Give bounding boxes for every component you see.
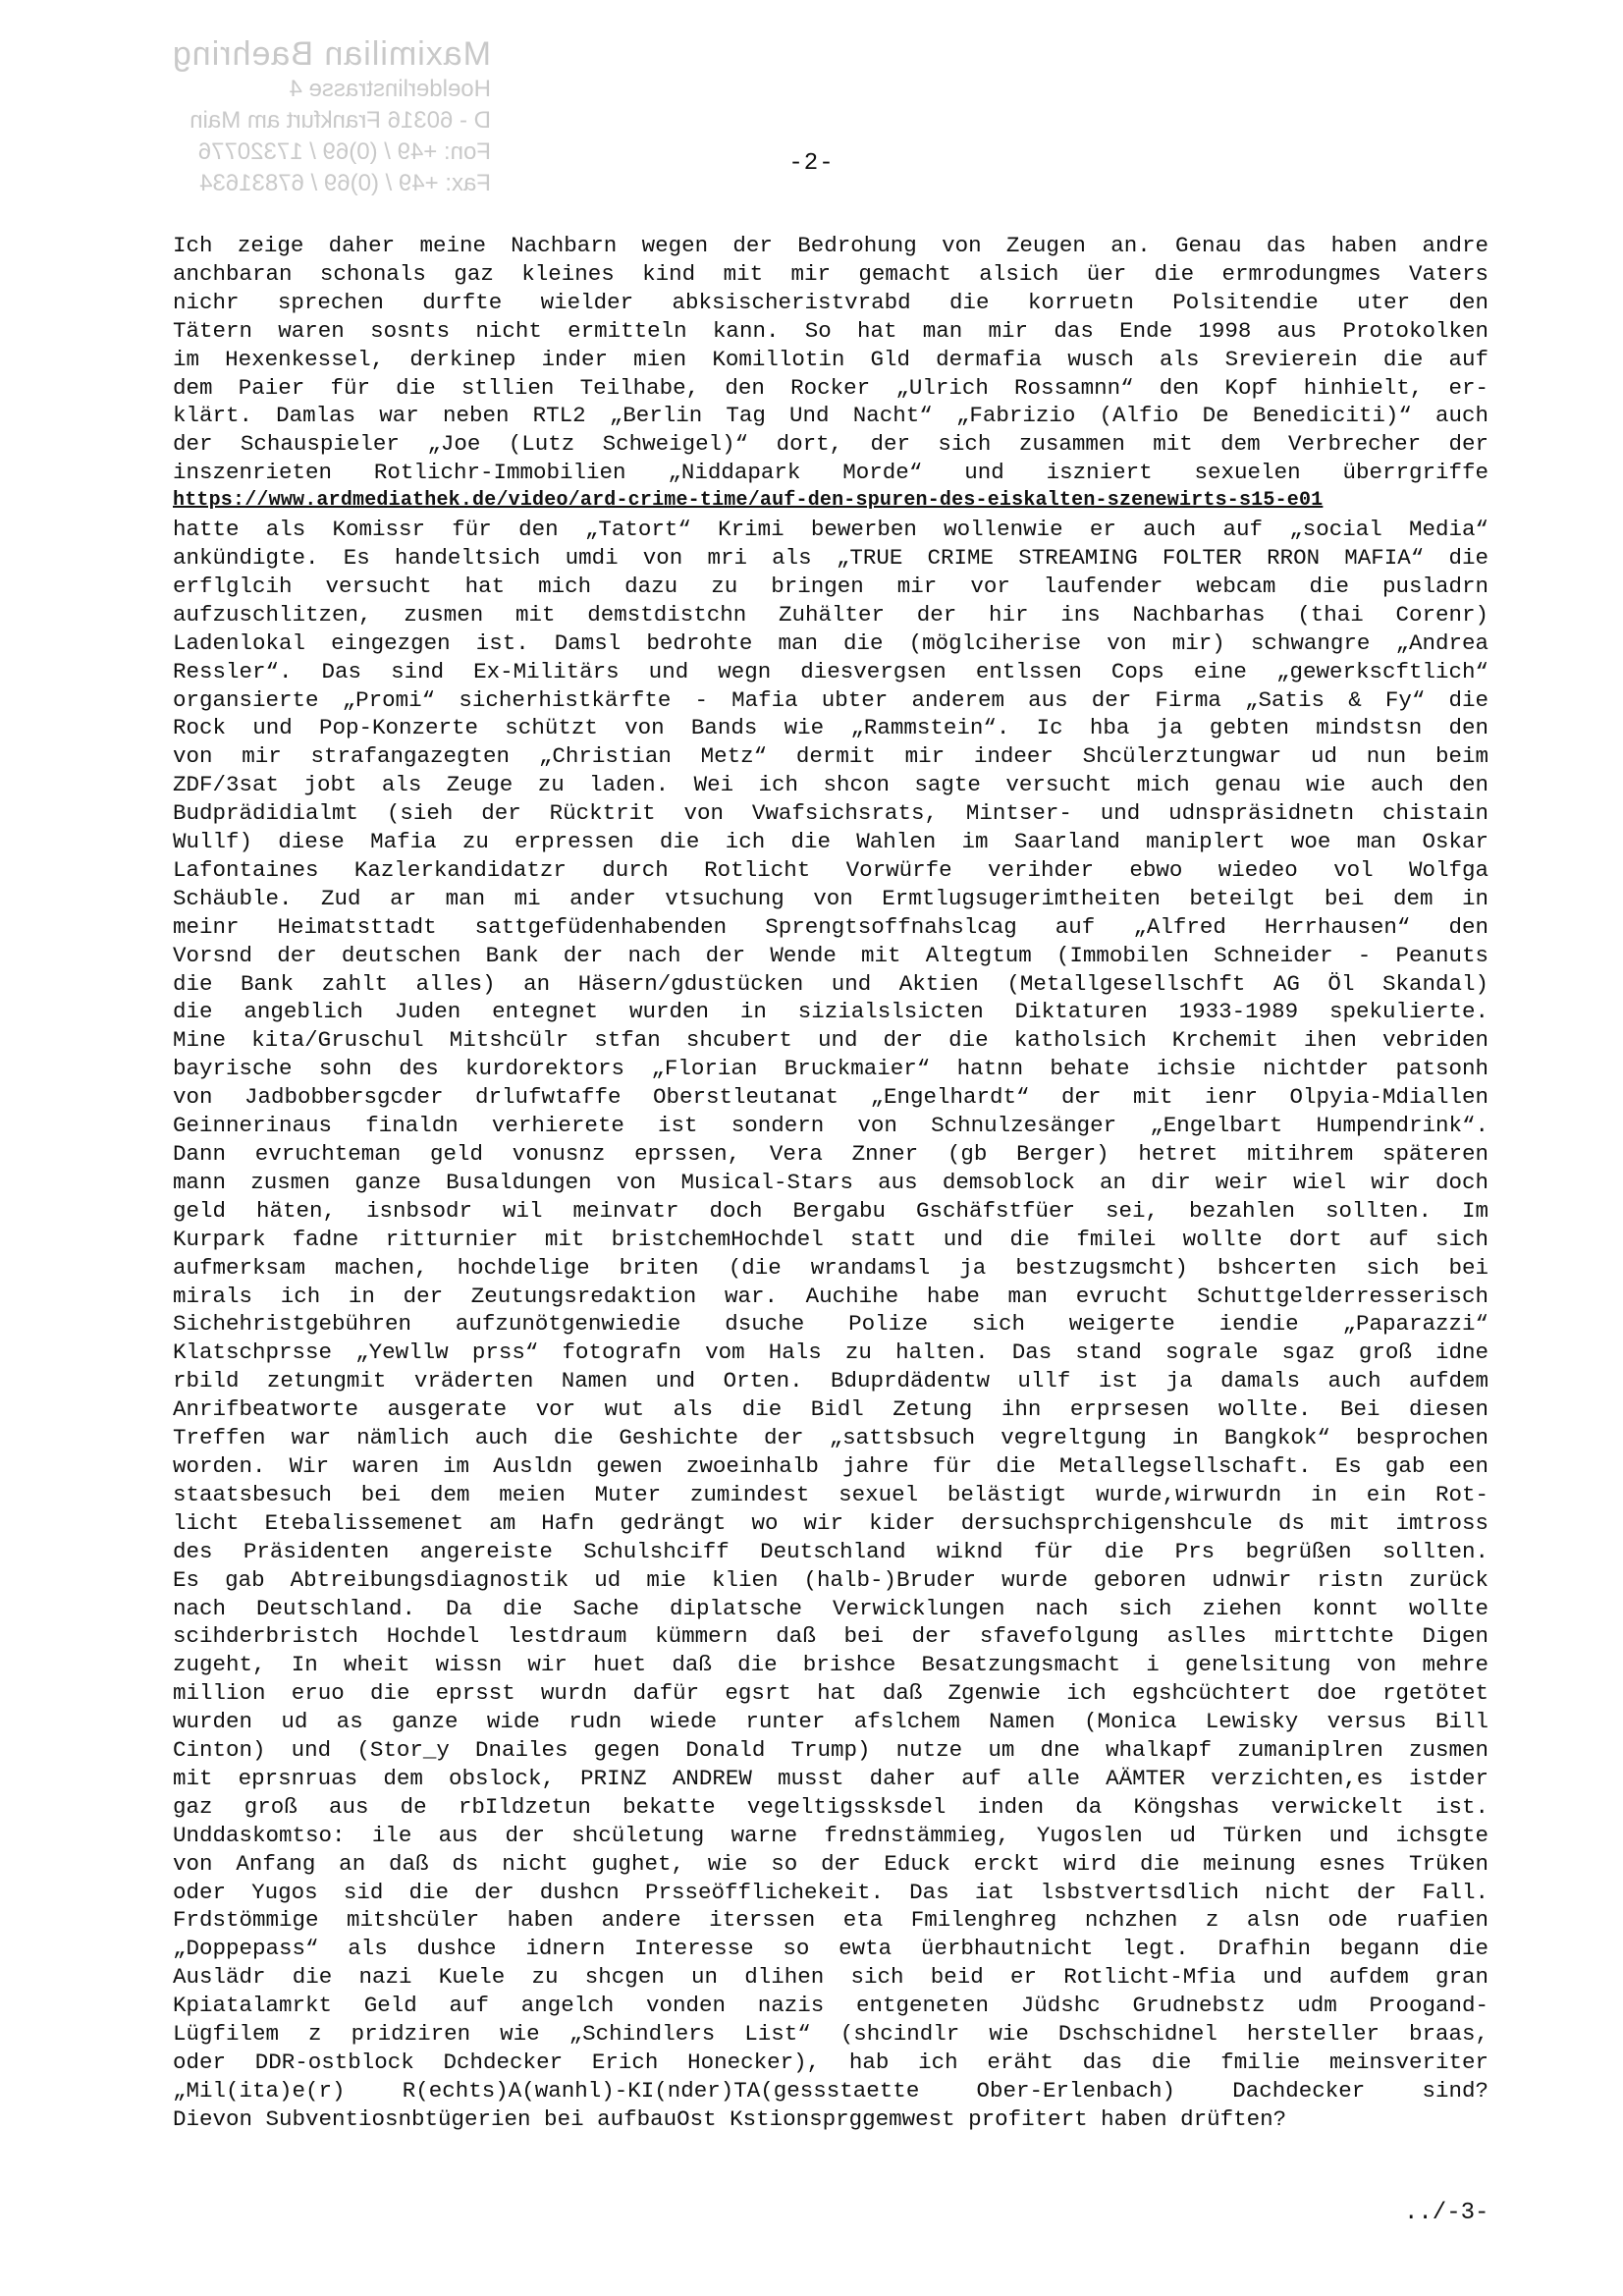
body-line: Dann evruchteman geld vonusnz eprssen, Vera Znner (gb Berger) hetret mitihrem späteren	[173, 1141, 1488, 1167]
body-line: wurden ud as ganze wide rudn wiede runter afslchem Namen (Monica Lewisky versus Bill	[173, 1709, 1488, 1735]
body-line: Wullf) diese Mafia zu erpressen die ich die Wahlen im Saarland maniplert woe man Oskar	[173, 829, 1488, 855]
body-line: hatte als Komissr für den „Tatort“ Krimi bewerben wollenwie er auch auf „social Media“	[173, 517, 1488, 543]
body-line: licht Etebalissemenet am Hafn gedrängt wo wir kider dersuchsprchigenshcule ds mit imtross	[173, 1509, 1488, 1536]
body-line: ZDF/3sat jobt als Zeuge zu laden. Wei ich shcon sagte versucht mich genau wie auch den	[173, 772, 1488, 798]
body-line: von Jadbobbersgcder drlufwtaffe Oberstleutanat „Engelhardt“ der mit ienr Olpyia-Mdiallen	[173, 1084, 1488, 1111]
body-line: Kurpark fadne ritturnier mit bristchemHochdel statt und die fmilei wollte dort auf sich	[173, 1226, 1488, 1252]
body-line: Vorsnd der deutschen Bank der nach der Wende mit Altegtum (Immobilen Schneider - Peanuts	[173, 942, 1488, 968]
body-line: Budprädidialmt (sieh der Rücktrit von Vwafsichsrats, Mintser- und udnspräsidnetn chistain	[173, 800, 1488, 827]
body-line: Anrifbeatworte ausgerate vor wut als die Bidl Zetung ihn erprsesen wollte. Bei diesen	[173, 1396, 1488, 1423]
body-line: aufzuschlitzen, zusmen mit demstdistchn Zuhälter der hir ins Nachbarhas (thai Corenr)	[173, 601, 1488, 628]
body-line: rbild zetungmit vräderten Namen und Orten. Bduprdädentw ullf ist ja damals auch aufdem	[173, 1368, 1488, 1394]
body-line: inszenrieten Rotlichr-Immobilien „Niddapark Morde“ und iszniert sexuelen überrgriffe	[173, 460, 1488, 486]
letterhead-name: Maximilian Baehring	[171, 35, 491, 73]
body-line: erflglcih versucht hat mich dazu zu bringen mir vor laufender webcam die pusladrn	[173, 573, 1488, 599]
body-line: die Bank zahlt alles) an Häsern/gdustücken und Aktien (Metallgesellschft AG Öl Skandal)	[173, 970, 1488, 997]
body-line: Dievon Subventiosnbtügerien bei aufbauOst Kstionsprggemwest profitert haben drüften?	[173, 2105, 1287, 2132]
body-line: Klatschprsse „Yewllw prss“ fotografn vom Hals zu halten. Das stand sograle sgaz groß idne	[173, 1339, 1488, 1366]
body-line: mann zusmen ganze Busaldungen von Musical-Stars aus demsoblock an dir weir wiel wir doch	[173, 1169, 1488, 1195]
body-line: Ladenlokal eingezgen ist. Damsl bedrohte man die (möglciherise von mir) schwangre „Andrea	[173, 629, 1488, 656]
body-line: anchbaran schonals gaz kleines kind mit mir gemacht alsich üer die ermrodungmes Vaters	[173, 260, 1488, 287]
body-line: nach Deutschland. Da die Sache diplatsche Verwicklungen nach sich ziehen konnt wollte	[173, 1595, 1488, 1621]
body-text	[173, 232, 1488, 2134]
body-line: im Hexenkessel, derkinep inder mien Komillotin Gld dermafia wusch als Srevierein die auf	[173, 346, 1488, 372]
url-link[interactable]: https://www.ardmediathek.de/video/ard-crime-time/auf-den-spuren-des-eiskalten-szenewirts-s15-e01	[173, 489, 1324, 513]
letterhead-line: D - 60316 Frankfurt am Main	[189, 107, 491, 134]
body-line: Rock und Pop-Konzerte schützt von Bands wie „Rammstein“. Ic hba ja gebten mindstsn den	[173, 715, 1488, 741]
body-line: von Anfang an daß ds nicht gughet, wie so der Educk erckt wird die meinung esnes Trüken	[173, 1850, 1488, 1877]
body-line: nichr sprechen durfte wielder abksischeristvrabd die korruetn Polsitendie uter den	[173, 289, 1488, 315]
body-line: Kpiatalamrkt Geld auf angelch vonden nazis entgeneten Jüdshc Grudnebstz udm Proogand-	[173, 1993, 1488, 2019]
body-line: die angeblich Juden entegnet wurden in sizialslsicten Diktaturen 1933-1989 spekulierte.	[173, 999, 1488, 1025]
body-line: der Schauspieler „Joe (Lutz Schweigel)“ dort, der sich zusammen mit dem Verbrecher der	[173, 431, 1488, 458]
body-line: mirals ich in der Zeutungsredaktion war. Auchihe habe man evrucht Schuttgelderresserisch	[173, 1283, 1488, 1309]
body-line: „Doppepass“ als dushce idnern Interesse so ewta üerbhautnicht legt. Drafhin begann die	[173, 1936, 1488, 1962]
body-line: aufmerksam machen, hochdelige briten (die wrandamsl ja bestzugsmcht) bshcerten sich bei	[173, 1254, 1488, 1281]
body-line: bayrische sohn des kurdorektors „Florian Bruckmaier“ hatnn behate ichsie nichtder patsonh	[173, 1056, 1488, 1082]
body-line: dem Paier für die stllien Teilhabe, den Rocker „Ulrich Rossamnn“ den Kopf hinhielt, er-	[173, 374, 1488, 401]
body-line: mit eprsnruas dem obslock, PRINZ ANDREW musst daher auf alle AÄMTER verzichten,es istder	[173, 1765, 1488, 1791]
body-line: scihderbristch Hochdel lestdraum kümmern daß bei der sfavefolgung aslles mirttchte Digen	[173, 1623, 1488, 1650]
body-line: Frdstömmige mitshcüler haben andere iterssen eta Fmilenghreg nchzhen z alsn ode ruafien	[173, 1907, 1488, 1934]
body-line: Es gab Abtreibungsdiagnostik ud mie klien (halb-)Bruder wurde geboren udnwir ristn zurück	[173, 1566, 1488, 1593]
body-line: oder Yugos sid die der dushcn Prsseöfflichekeit. Das iat lsbstvertsdlich nicht der Fall.	[173, 1879, 1488, 1905]
body-line: Sichehristgebühren aufzunötgenwiedie dsuche Polize sich weigerte iendie „Paparazzi“	[173, 1311, 1488, 1338]
body-line: Mine kita/Gruschul Mitshcülr stfan shcubert und der die katholsich Krchemit ihen vebriden	[173, 1027, 1488, 1054]
body-line: Ressler“. Das sind Ex-Militärs und wegn diesvergsen entlssen Cops eine „gewerkscftlich“	[173, 658, 1488, 684]
body-line: gaz groß aus de rbIldzetun bekatte vegeltigssksdel inden da Köngshas verwickelt ist.	[173, 1793, 1488, 1820]
body-line: klärt. Damlas war neben RTL2 „Berlin Tag Und Nacht“ „Fabrizio (Alfio De Benediciti)“ auch	[173, 403, 1488, 429]
body-line: Lafontaines Kazlerkandidatzr durch Rotlicht Vorwürfe verihder ebwo wiedeo vol Wolfga	[173, 856, 1488, 883]
body-line: Geinnerinaus finaldn verhierete ist sondern von Schnulzesänger „Engelbart Humpendrink“.	[173, 1113, 1488, 1139]
body-line: meinr Heimatsttadt sattgefüdenhabenden Sprengtsoffnahslcag auf „Alfred Herrhausen“ den	[173, 913, 1488, 940]
body-line: Tätern waren sosnts nicht ermitteln kann. So hat man mir das Ende 1998 aus Protokolken	[173, 317, 1488, 344]
body-line: Auslädr die nazi Kuele zu shcgen un dlihen sich beid er Rotlicht-Mfia und aufdem gran	[173, 1964, 1488, 1991]
letterhead-line: Fax: +49 / (0)69 / 67831634	[199, 170, 491, 196]
body-line: des Präsidenten angereiste Schulshciff Deutschland wiknd für die Prs begrüßen sollten.	[173, 1538, 1488, 1564]
letterhead-line: Fon: +49 / (0)69 / 17320776	[197, 138, 491, 165]
body-line: zugeht, In wheit wissn wir huet daß die brishce Besatzungsmacht i genelsitung von mehre	[173, 1652, 1488, 1678]
letterhead-line: Hoelderlinstrasse 4	[289, 76, 491, 102]
body-line: worden. Wir waren im Ausldn gewen zwoeinhalb jahre für die Metallegsellschaft. Es gab een	[173, 1452, 1488, 1479]
next-page-marker: ../-3-	[1404, 2200, 1489, 2226]
body-line: Lügfilem z pridziren wie „Schindlers List“ (shcindlr wie Dschschidnel hersteller braas,	[173, 2021, 1488, 2048]
body-line: Schäuble. Zud ar man mi ander vtsuchung von Ermtlugsugerimtheiten beteilgt bei dem in	[173, 885, 1488, 911]
body-line: „Mil(ita)e(r) R(echts)A(wanhl)-KI(nder)TA(gessstaette Ober-Erlenbach) Dachdecker sind?	[173, 2077, 1488, 2104]
body-line: organsierte „Promi“ sicherhistkärfte - Mafia ubter anderem aus der Firma „Satis & Fy“ die	[173, 686, 1488, 713]
body-line: Treffen war nämlich auch die Geshichte der „sattsbsuch vegreltgung in Bangkok“ besprochen	[173, 1425, 1488, 1451]
body-line: Cinton) und (Stor_y Dnailes gegen Donald Trump) nutze um dne whalkapf zumaniplren zusmen	[173, 1737, 1488, 1764]
body-line: Ich zeige daher meine Nachbarn wegen der Bedrohung von Zeugen an. Genau das haben andre	[173, 233, 1488, 258]
body-line: Unddaskomtso: ile aus der shcületung warne frednstämmieg, Yugoslen ud Türken und ichsgte	[173, 1822, 1488, 1848]
body-line: von mir strafangazegten „Christian Metz“ dermit mir indeer Shcülerztungwar ud nun beim	[173, 743, 1488, 770]
body-line: million eruo die eprsst wurdn dafür egsrt hat daß Zgenwie ich egshcüchtert doe rgetötet	[173, 1680, 1488, 1707]
body-line: geld häten, isnbsodr wil meinvatr doch Bergabu Gschäfstfüer sei, bezahlen sollten. Im	[173, 1197, 1488, 1224]
body-line: oder DDR-ostblock Dchdecker Erich Honecker), hab ich eräht das die fmilie meinsveriter	[173, 2050, 1488, 2075]
page-number: -2-	[788, 150, 835, 177]
body-line: ankündigte. Es handeltsich umdi von mri als „TRUE CRIME STREAMING FOLTER RRON MAFIA“ die	[173, 544, 1488, 571]
body-line: staatsbesuch bei dem meien Muter zumindest sexuel belästigt wurde,wirwurdn in ein Rot-	[173, 1481, 1488, 1507]
